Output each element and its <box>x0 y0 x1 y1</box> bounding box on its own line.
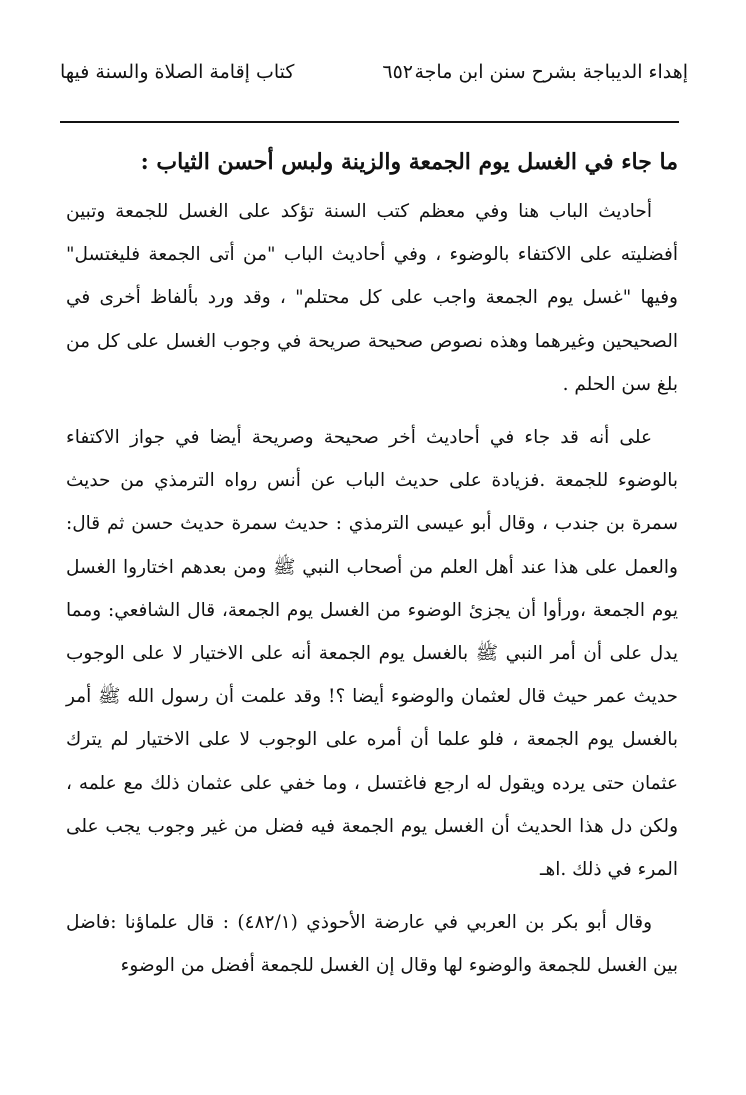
book-title: إهداء الديباجة بشرح سنن ابن ماجة <box>414 61 688 83</box>
running-header <box>60 52 688 92</box>
page-number: ٦٥٢ <box>382 61 413 83</box>
header-divider <box>60 121 679 123</box>
paragraph: على أنه قد جاء في أحاديث أخر صحيحة وصريحة أيضا في جواز الاكتفاء بالوضوء للجمعة .فزيادة على حديث الباب عن أنس رواه الترمذي من حديث سمرة بن جندب ، وقال أبو عيسى الترمذي : حديث سمرة حديث حسن ثم قال: والعمل على هذا عند أهل العلم من أصحاب النبي ﷺ ومن بعدهم اختاروا الغسل يوم الجمعة ،ورأوا أن يجزئ الوضوء من الغسل يوم الجمعة، قال الشافعي: ومما يدل على أن أمر النبي ﷺ بالغسل يوم الجمعة أنه على الاختيار لا على الوجوب حديث عمر حيث قال لعثمان والوضوء أيضا ؟! وقد علمت أن رسول الله ﷺ أمر بالغسل يوم الجمعة ، فلو علما أن أمره على الوجوب لا على الاختيار لم يترك عثمان حتى يرده ويقول له ارجع فاغتسل ، وما خفي على عثمان ذلك مع علمه ، ولكن دل هذا الحديث أن الغسل يوم الجمعة فيه فضل من غير وجوب يجب على المرء في ذلك .اهـ <box>66 427 678 881</box>
paragraph: أحاديث الباب هنا وفي معظم كتب السنة تؤكد على الغسل للجمعة وتبين أفضليته على الاكتفاء بالوضوء ، وفي أحاديث الباب "من أتى الجمعة فليغتسل" وفيها "غسل يوم الجمعة واجب على كل محتلم" ، وقد ورد بألفاظ أخرى في الصحيحين وغيرهما وهذه نصوص صحيحة صريحة في وجوب الغسل على كل من بلغ سن الحلم . <box>66 201 678 395</box>
page-body <box>66 138 678 998</box>
chapter-title: كتاب إقامة الصلاة والسنة فيها <box>60 61 295 83</box>
paragraph: وقال أبو بكر بن العربي في عارضة الأحوذي (٤٨٢/١) : قال علماؤنا :فاضل بين الغسل للجمعة والوضوء لها وقال إن الغسل للجمعة أفضل من الوضوء <box>66 912 678 977</box>
section-heading: ما جاء في الغسل يوم الجمعة والزينة ولبس أحسن الثياب : <box>140 149 678 175</box>
